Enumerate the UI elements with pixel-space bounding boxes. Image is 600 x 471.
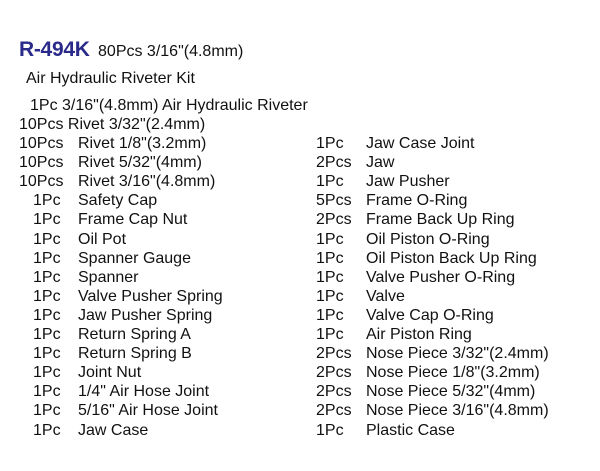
- part-quantity: 1Pc: [316, 306, 344, 324]
- kit-subtitle: Air Hydraulic Riveter Kit: [26, 70, 195, 87]
- part-row: [316, 269, 515, 287]
- part-name: Frame O-Ring: [366, 192, 468, 210]
- part-quantity: 1Pc: [316, 230, 344, 248]
- part-row: [19, 173, 215, 191]
- part-quantity: 10Pcs: [19, 154, 64, 172]
- part-quantity: 5Pcs: [316, 192, 352, 210]
- part-quantity: 1Pc: [33, 287, 61, 305]
- part-row: [33, 326, 191, 344]
- part-row: [316, 307, 494, 325]
- part-quantity: 1Pc: [33, 249, 61, 267]
- part-row: [316, 250, 537, 268]
- part-row: [19, 154, 202, 172]
- part-name: Spanner Gauge: [78, 249, 191, 267]
- part-row: [33, 402, 218, 420]
- title-line: [19, 38, 243, 62]
- part-quantity: 10Pcs: [19, 135, 64, 152]
- part-name: Plastic Case: [366, 421, 455, 439]
- part-name: Oil Piston O-Ring: [366, 230, 490, 248]
- part-row: [316, 402, 549, 420]
- part-name: 1/4" Air Hose Joint: [78, 383, 210, 401]
- part-row: [33, 422, 148, 440]
- part-name: Valve Pusher O-Ring: [366, 268, 516, 286]
- part-quantity: 2Pcs: [316, 402, 352, 420]
- part-name: Jaw: [366, 154, 395, 172]
- part-quantity: 1Pc: [33, 326, 61, 343]
- part-row: [316, 231, 490, 249]
- part-quantity: 1Pc: [33, 345, 61, 363]
- part-name: Rivet 5/32"(4mm): [78, 154, 202, 172]
- part-name: Valve Pusher Spring: [78, 287, 223, 305]
- part-row: [316, 173, 450, 191]
- part-name: Oil Piston Back Up Ring: [366, 249, 537, 267]
- part-quantity: 1Pc: [33, 192, 61, 210]
- part-quantity: 2Pcs: [316, 154, 352, 172]
- part-row: [316, 383, 535, 401]
- part-quantity: 1Pc: [33, 230, 61, 248]
- model-number: R-494K: [19, 38, 90, 61]
- part-row: [33, 288, 223, 306]
- part-name: Air Piston Ring: [366, 326, 472, 343]
- part-name: Valve Cap O-Ring: [366, 306, 494, 324]
- part-row: [33, 345, 192, 363]
- part-quantity: 1Pc: [33, 306, 61, 324]
- part-row: [33, 269, 139, 287]
- part-quantity: 1Pc: [33, 402, 61, 420]
- part-row: [33, 364, 141, 382]
- part-name: Jaw Pusher Spring: [78, 306, 213, 324]
- part-name: Spanner: [78, 268, 139, 286]
- part-quantity: 1Pc: [316, 268, 344, 286]
- part-name: Return Spring A: [78, 326, 191, 343]
- part-name: Rivet 3/16"(4.8mm): [78, 173, 216, 191]
- part-row: [316, 211, 515, 229]
- part-row: [19, 135, 206, 153]
- part-row: [33, 231, 126, 249]
- part-name: Safety Cap: [78, 192, 158, 210]
- part-name: Frame Cap Nut: [78, 211, 188, 229]
- part-row: [316, 135, 475, 153]
- part-quantity: 2Pcs: [316, 345, 352, 363]
- part-row: [33, 192, 157, 210]
- part-quantity: 1Pc: [33, 268, 61, 286]
- part-name: Nose Piece 5/32"(4mm): [366, 383, 536, 401]
- riveter-line: 1Pc 3/16"(4.8mm) Air Hydraulic Riveter: [30, 97, 308, 114]
- part-row: [316, 326, 472, 344]
- part-quantity: 1Pc: [316, 173, 344, 191]
- part-quantity: 1Pc: [33, 211, 61, 229]
- part-name: Jaw Case Joint: [366, 135, 475, 152]
- part-name: Valve: [366, 287, 405, 305]
- part-quantity: 1Pc: [33, 383, 61, 401]
- part-row: [33, 211, 187, 229]
- part-quantity: 2Pcs: [316, 383, 352, 401]
- part-quantity: 2Pcs: [316, 364, 352, 382]
- part-name: Nose Piece 3/16"(4.8mm): [366, 402, 549, 420]
- part-quantity: 1Pc: [316, 326, 344, 343]
- part-row: [33, 307, 212, 325]
- part-name: Oil Pot: [78, 230, 127, 248]
- part-quantity: 10Pcs: [19, 173, 64, 191]
- part-row: [316, 364, 540, 382]
- rivet-line: 10Pcs Rivet 3/32"(2.4mm): [19, 116, 206, 133]
- part-quantity: 2Pcs: [316, 211, 352, 229]
- part-quantity: 1Pc: [316, 287, 344, 305]
- part-name: Nose Piece 1/8"(3.2mm): [366, 364, 540, 382]
- part-name: Nose Piece 3/32"(2.4mm): [366, 345, 549, 363]
- part-name: Joint Nut: [78, 364, 142, 382]
- part-quantity: 1Pc: [33, 421, 61, 439]
- part-name: Rivet 1/8"(3.2mm): [78, 135, 207, 152]
- part-quantity: 1Pc: [316, 249, 344, 267]
- part-row: [33, 383, 209, 401]
- part-name: Return Spring B: [78, 345, 192, 363]
- part-quantity: 1Pc: [316, 421, 344, 439]
- kit-spec: 80Pcs 3/16"(4.8mm): [98, 43, 244, 60]
- part-row: [316, 422, 455, 440]
- part-row: [316, 192, 467, 210]
- part-name: 5/16" Air Hose Joint: [78, 402, 218, 420]
- part-name: Frame Back Up Ring: [366, 211, 515, 229]
- part-row: [316, 288, 405, 306]
- part-quantity: 1Pc: [33, 364, 61, 382]
- part-name: Jaw Pusher: [366, 173, 450, 191]
- part-row: [316, 345, 549, 363]
- part-quantity: 1Pc: [316, 135, 344, 152]
- part-name: Jaw Case: [78, 421, 149, 439]
- part-row: [316, 154, 394, 172]
- part-row: [33, 250, 191, 268]
